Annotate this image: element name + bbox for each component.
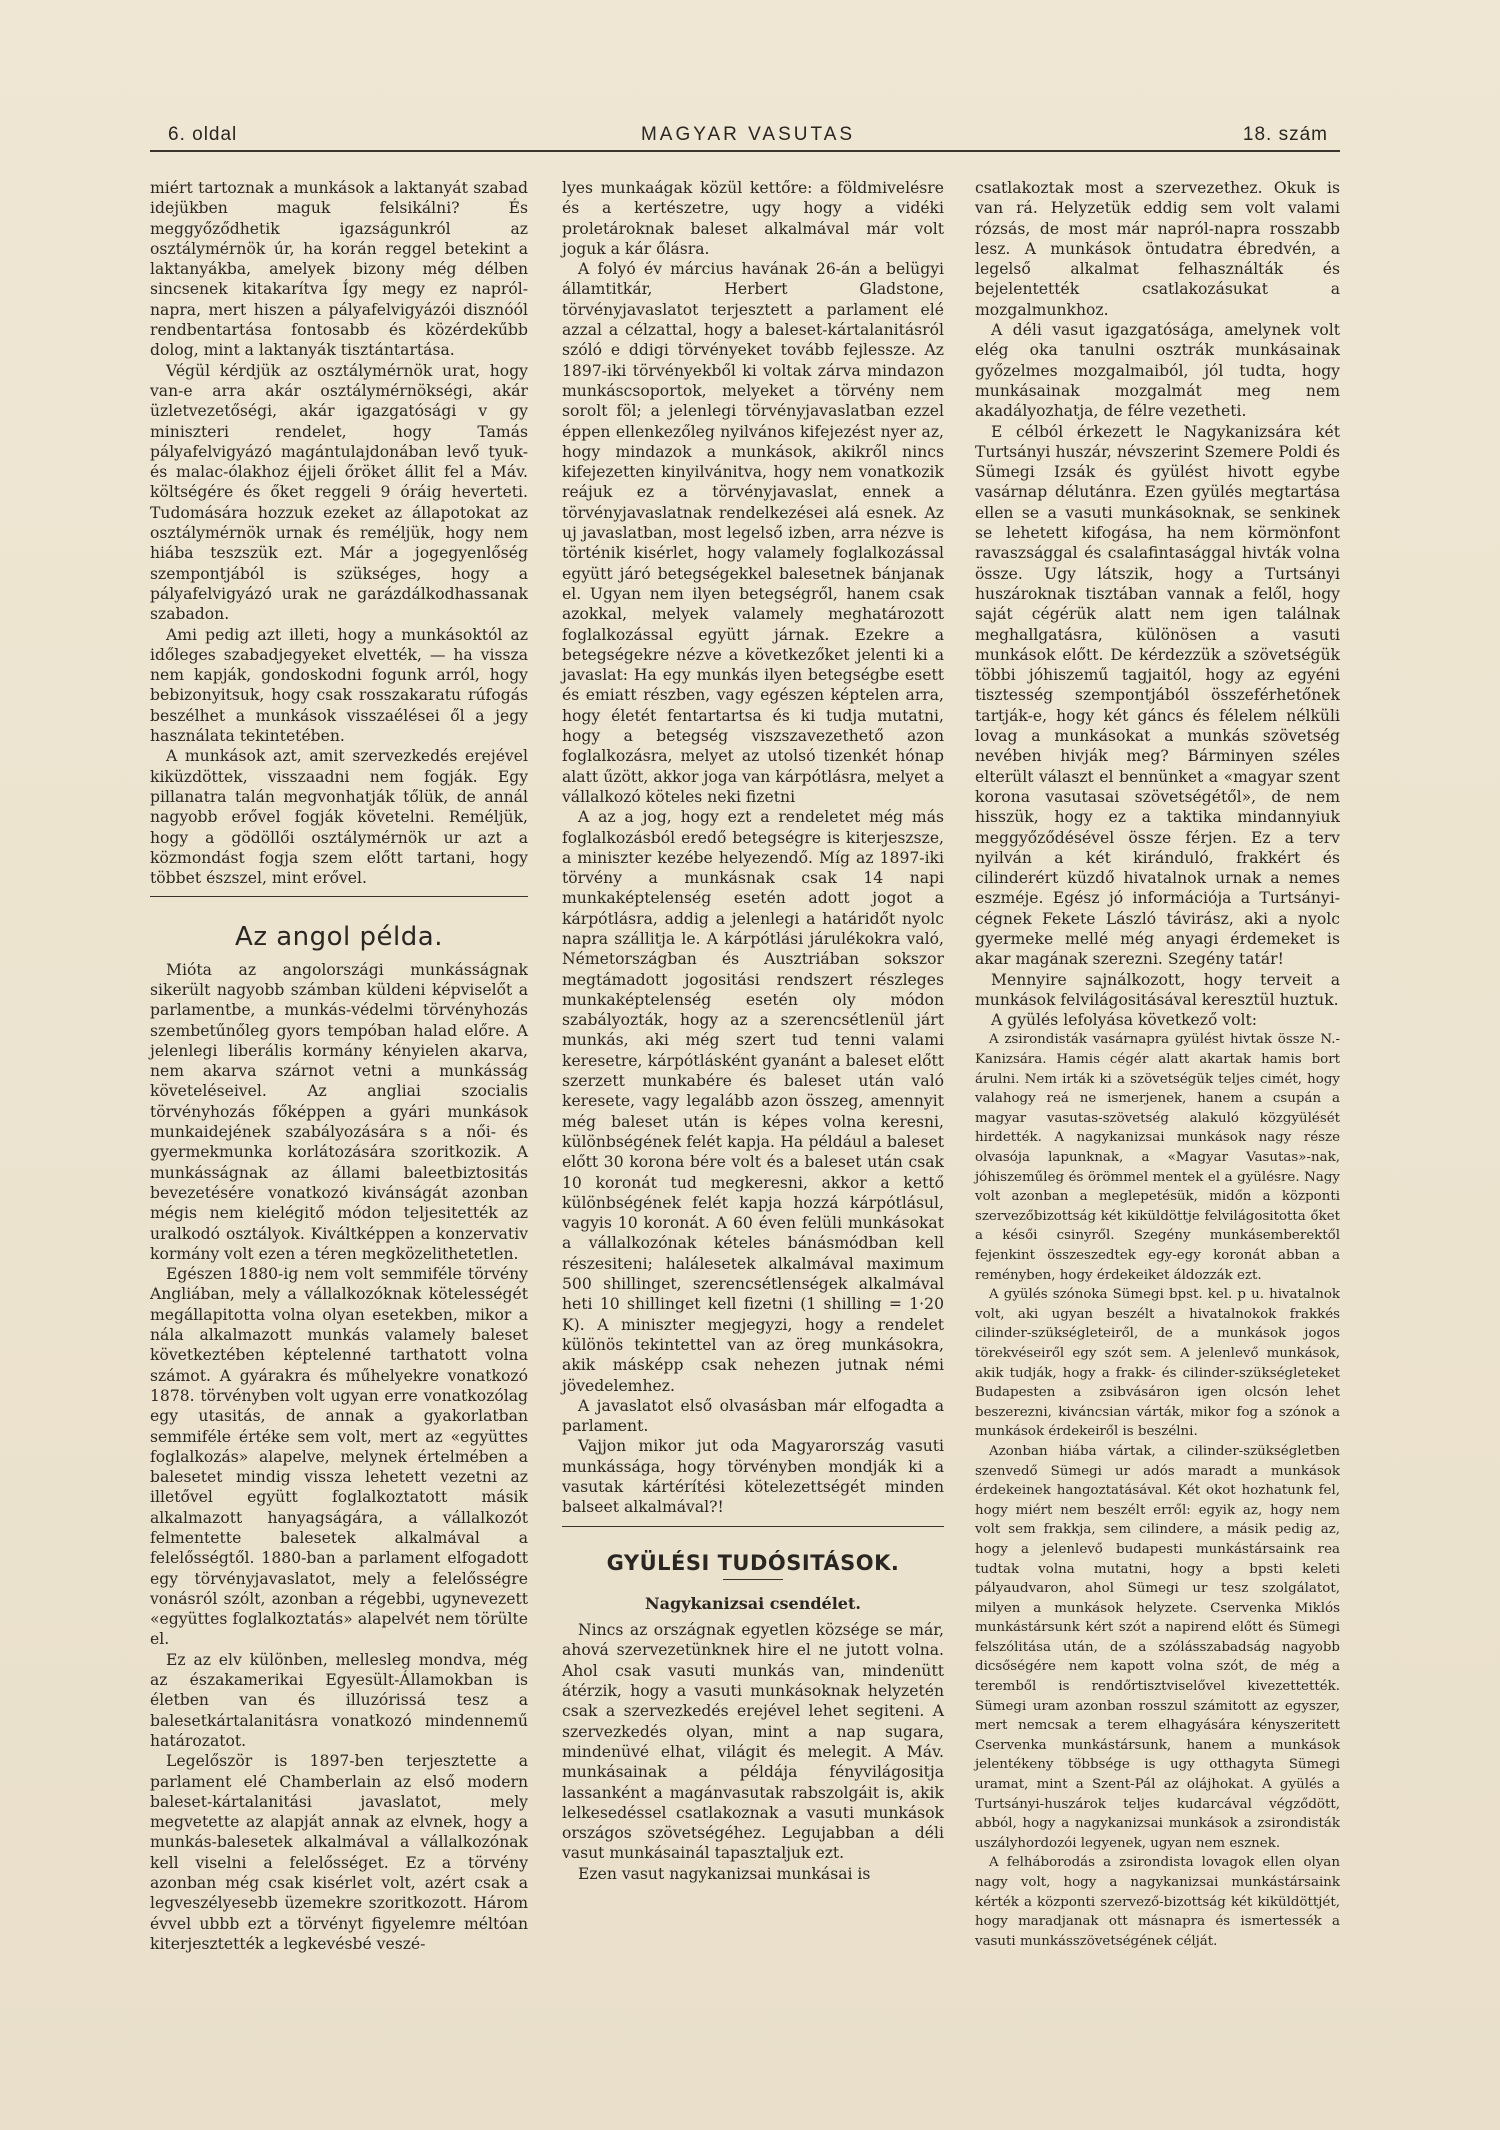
article-paragraph: Ezen vasut nagykanizsai munkásai is xyxy=(578,1864,871,1883)
article-paragraph: Vajjon mikor jut oda Magyarország vasuti munkássága, hogy törvényben mondják ki a vasutak kártérítési kötelezettségét minden balseet alkalmával?! xyxy=(562,1437,944,1517)
article-paragraph: A folyó év március havának 26-án a belügyi államtitkár, Herbert Gladstone, törvényjavaslatot terjesztett a parlament elé azzal a célzattal, hogy a baleset-kártalanitásról szóló e ddigi törvényeket tovább fejlessze. Az 1897-iki törvényekből ki voltak zárva mindazon munkáscsoportok, melyeket a törvény nem sorolt föl; a jelenlegi törvényjavaslatban ezzel éppen ellenkezőleg nyilvános kifejezést nyer az, hogy mindazok a munkások, akikről nincs kifejezetten kinyilvánitva, hogy nem vonatkozik reájuk ez a törvényjavaslat, ennek a törvényjavaslatnak rendelkezései alá esnek. Az uj javaslatban, most legelső izben, arra nézve is történik kisérlet, hogy valamely foglalkozással együtt járó betegségekkel balesetnek bánjanak el. Ugyan nem ilyen betegségről, hanem csak azokkal, melyek valamely meghatározott foglalkozással együtt járnak. Ezekre a betegségekre nézve a következőket jelenti ki a javaslat: Ha egy munkás ilyen betegségbe esett és emiatt részben, vagy egészen képtelen arra, hogy életét fentartartsa és ki tudja mutatni, hogy a betegség viszszavezethető azon foglalkozásra, melyet az utolsó tizenkét hónap alatt űzött, akkor joga van kárpótlásra, melyet a vállalkozó köteles neki fizetni xyxy=(562,260,944,806)
article-paragraph: Legelőször is 1897-ben terjesztette a parlament elé Chamberlain az első modern baleset-kártalanitási javaslatot, mely megvetette az alapját annak az elvnek, hogy a munkás-balesetek alkalmával a vállalkozónak kell viselni a felelősséget. Ez a törvény azonban még csak kisérlet volt, azért csak a legveszélyesebb üzemekre szoritkozott. Három évvel ubbb ezt a törvényt figyelemre méltóan kiterjesztették a legkevésbé veszé- xyxy=(150,1752,528,1953)
article-paragraph: Ami pedig azt illeti, hogy a munkásoktól az időleges szabadjegyeket elvették, — ha vissza nem kapják, gondoskodni fogunk arról, hogy bebizonyitsuk, hogy csak rosszakaratu rúfogás beszélhet a munkások visszaélései ől a jegy használata tekintetében. xyxy=(150,625,528,746)
short-divider xyxy=(723,1579,783,1580)
report-paragraph: A felháborodás a zsirondista lovagok ellen olyan nagy volt, hogy a nagykanizsai munkástársaink kérték a központi szervező-bizottság két kiküldöttjét, hogy maradjanak ott másnapra és ismertessék a vasuti munkásszövetségének célját. xyxy=(975,1855,1340,1949)
article-paragraph: Nincs az országnak egyetlen községe se már, ahová szervezetünknek hire el ne jutott volna. Ahol csak vasuti munkás van, mindenütt átérzik, hogy a vasuti munkásoknak helyzetén csak a szervezkedés erejével lehet segiteni. A szervezkedés olyan, mint a nap sugara, mindenüvé elhat, világit és melegit. A Máv. munkásainak a példája fényvilágositja lassanként a magánvasutak rabszolgáit is, akik lelkesedéssel csatlakoznak a vasuti munkások országos szövetségéhez. Legujabban a déli vasut munkásainál tapasztaljuk ezt. xyxy=(562,1621,944,1863)
article-paragraph: A gyülés lefolyása következő volt: xyxy=(991,1011,1258,1030)
column-1 xyxy=(150,178,528,1954)
article-paragraph: Mióta az angolországi munkásságnak sikerült nagyobb számban küldeni képviselőt a parlamentbe, a munkás-védelmi törvényhozás szembetűnőleg gyors tempóban halad előre. A jelenlegi liberális kormány kényielen akarva, nem akarva szárnot vetni a munkásság követeléseivel. Az angliai szocialis törvényhozás főképpen a gyári munkások munkaidejének szabályozására s a női- és gyermekmunka korlátozására szoritkozik. A munkásságnak az állami baleetbiztositás bevezetésére vonatkozó kivánságát azonban mégis nem kielégitő módon teljesitették az uralkodó osztályok. Kiváltképpen a konzervativ kormány volt ezen a téren megközelithetetlen. xyxy=(150,960,528,1263)
section-divider xyxy=(562,1526,944,1527)
article-subtitle: Nagykanizsai csendélet. xyxy=(645,1593,861,1613)
report-paragraph: A zsirondisták vasárnapra gyülést hivtak össze N.-Kanizsára. Hamis cégér alatt akartak hamis bort árulni. Nem irták ki a szövetségük teljes cimét, hogy valahogy reá ne ismerjenek, hanem a csupán a magyar vasutas-szövetség alakuló közgyülését hirdették. A nagykanizsai munkások nagy része olvasója lapunknak, a «Magyar Vasutas»-nak, jóhiszeműleg és örömmel mentek el a gyülésre. Nagy volt azonban a meglepetésük, midőn a központi szervezőbizottság két kiküldöttje felvilágositotta őket a késői csinyről. Szegény munkásemberektől fejenkint összeszedtek egy-egy koronát abban a reményben, hogy érdekeiket áldozzák ezt. xyxy=(975,1032,1340,1283)
article-paragraph: csatlakoztak most a szervezethez. Okuk is van rá. Helyzetük eddig sem volt valami rózsás, de most már napról-napra rosszabb lesz. A munkások öntudatra ébredvén, a legelső alkalmat felhasználták és bejelentették csatlakozásukat a mozgalmunkhoz. xyxy=(975,179,1340,319)
article-title: Az angol példa. xyxy=(235,922,443,953)
article-paragraph: Mennyire sajnálkozott, hogy terveit a munkások felvilágositásával keresztül huztuk. xyxy=(975,970,1340,1009)
journal-title: MAGYAR VASUTAS xyxy=(640,124,856,145)
report-paragraph: A gyülés szónoka Sümegi bpst. kel. p u. hivatalnok volt, aki ugyan beszélt a hivatalnokok frakkés cilinder-szükségleteiről, de a munkások jogos törekvéseiről egy szót sem. A jelenlevő munkások, akik tudják, hogy a frakk- és cilinder-szükségleteket Budapesten a zsibvásáron igen olcsón lehet beszerezni, kiváncsian várták, mikor fog a szónok a munkások érdekeiről is beszélni. xyxy=(975,1287,1340,1440)
header-rule xyxy=(150,150,1340,152)
page-number: 6. oldal xyxy=(168,124,238,145)
article-paragraph: lyes munkaágak közül kettőre: a földmivelésre és a kertészetre, ugy hogy a vidéki proletároknak baleset alkalmával már volt joguk a kár őlásra. xyxy=(562,179,944,258)
section-divider xyxy=(150,896,528,897)
column-3 xyxy=(975,178,1340,1951)
report-small-print xyxy=(975,1030,1340,1951)
report-paragraph: Azonban hiába vártak, a cilinder-szükségletben szenvedő Sümegi ur adós maradt a munkások érdekeinek hangoztatásával. Két okot hozhatunk fel, hogy miért nem beszélt erről: egyik az, hogy nem volt sem frakkja, sem cilindere, a másik pedig az, hogy a jelenlevő budapesti munkástársaink rea tudtak volna mutatni, hogy a bpsti keleti pályaudvaron, ahol Sümegi ur tesz szolgálatot, milyen a munkások helyzete. Cservenka Miklós munkástársunk kért szót a napirend előtt és Sümegi felszólitása után, de a szólásszabadság nagyobb dicsőségére nem kapott volna szót, de még a teremből is rendőrtisztviselővel kivezettették. Sümegi uram azonban rosszul számitott az egyszer, mert nemcsak a terem elhagyására kényszeritett Cservenka munkástársunk, hanem a munkások jelentékeny többsége is ugy otthagyta Sümegi uramat, mint a Szent-Pál az olájhokat. A gyülés a Turtsányi-huszárok teljes kudarcával végződött, abból, hogy a nagykanizsai munkások a zsirondisták uszályhordozói legyenek, ugyan nem esznek. xyxy=(975,1443,1340,1851)
article-paragraph: E célból érkezett le Nagykanizsára két Turtsányi huszár, névszerint Szemere Poldi és Sümegi Izsák és gyülést hivott egybe vasárnap délutánra. Ezen gyülés megtartása ellen se a vasuti munkásoknak, se senkinek se lehetett kifogása, ha nem körmönfont ravaszsággal és csalafintasággal hivták volna össze. Ugy látszik, hogy a Turtsányi huszároknak tisztában vannak a felől, hogy saját cégérük alatt nem igen találnak meghallgatásra, különösen a vasuti munkások előtt. De kérdezzük a szövetségük többi jóhiszemű tagjaitól, hogy az egyéni tisztesség szempontjából összeférhetőnek tartják-e, hogy két gáncs és félelem nélküli lovag a munkásokat a munkás szövetség nevében hivják meg? Bárminyen széles elterült választ el bennünket a «magyar szent korona vasutasai szövetségétől», de nem hisszük, hogy ez a taktika mindannyiuk meggyőződésével össze férjen. Ez a terv nyilván a két kiránduló, frakkért és cilinderért küzdő hivatalnok urnak a nemes eszméje. Egész jó információja a Turtsányi-cégnek Fekete László távirász, aki a nyolc gyermeke mellé még anyagi érdemeket is akar magának szerezni. Szegény tatár! xyxy=(975,422,1340,969)
article-paragraph: A az a jog, hogy ezt a rendeletet még más foglalkozásból eredő betegségre is kiterjeszsze, a miniszter kezébe helyezendő. Míg az 1897-iki törvény a munkásnak csak 14 napi munkaképtelenség esetén adott jogot a kárpótlásra, addig a jelenlegi a határidőt nyolc napra szállitja le. A kárpótlási járulékokra való, Németországban és Ausztriában sokszor megtámadott jogositási rendszert részleges munkaképtelenség esetén oly módon szabályozták, hogy az a szerencsétlenül járt munkás, aki még szert tud tenni valami keresetre, kárpótlásként gyanánt a baleset előtt szerzett munkabére és baleset után való keresete, vagy legalább azon összeg, amennyit még baleset után is képes volna keresni, különbségének felét kapja. Ha például a baleset előtt 30 korona bére volt és a baleset után csak 10 koronát tud megkeresni, akkor a kettő különbségének felét kapja hozzá kárpótlásul, vagyis 10 koronát. A 60 éven felüli munkásokat a vállalkozónak kételes bánásmódban kell részesiteni; halálesetek alkalmával maximum 500 shillinget, szerencsétlenségek alkalmával heti 10 shillinget kell fizetni (1 shilling = 1·20 K). A miniszter megjegyzi, hogy a rendelet különös tekintettel van az öreg munkásokra, akik másképp csak nehezen jutnak némi jövedelemhez. xyxy=(562,808,944,1395)
article-paragraph: A javaslatot első olvasásban már elfogadta a parlament. xyxy=(562,1396,944,1436)
article-paragraph: Egészen 1880-ig nem volt semmiféle törvény Angliában, mely a vállalkozóknak kötelességét megállapitotta volna olyan esetekben, mikor a nála alkalmazott munkás valamely baleset következtében képtelenné tarthatott volna számot. A gyárakra és műhelyekre vonatkozó 1878. törvényben volt ugyan erre vonatkozólag egy utasitás, de annak a gyakorlatban semmiféle értéke sem volt, mert az «együttes foglalkozás» alapelve, melynek értelmében a balesetet mindig vissza lehetett vezetni az illetővel együtt foglalkoztatott másik alkalmazott hanyagságára, a vállalkozót felmentette balesetek alkalmával a felelősségtől. 1880-ban a parlament elfogadott egy törvényjavaslatot, mely a felelősségre vonásról szólt, azonban a régebbi, ugynevezett «együttes foglalkoztatás» alapelvét nem törülte el. xyxy=(150,1265,528,1649)
article-paragraph: Végül kérdjük az osztálymérnök urat, hogy van-e arra akár osztálymérnökségi, akár üzletvezetőségi, akár igazgatósági v gy miniszteri rendelet, hogy Tamás pályafelvigyázó magántulajdonában levő tyuk- és malac-ólakhoz éjjeli őröket állit fel a Máv. költségére és őket reggeli 9 óráig heverteti. Tudomására hozzuk ezeket az állapotokat az osztálymérnök urnak és reméljük, hogy nem hiába teszszük ezt. Már a jogegyenlőség szempontjából is szükséges, hogy a pályafelvigyázó urak ne garázdálkodhassanak szabadon. xyxy=(150,361,528,624)
section-title: GYÜLÉSI TUDÓSITÁSOK. xyxy=(606,1550,900,1575)
article-paragraph: A munkások azt, amit szervezkedés erejével kiküzdöttek, visszaadni nem fogják. Egy pillanatra talán megvonhatják tőlük, de annál nagyobb erővel fogják követelni. Reméljük, hogy a gödöllői osztálymérnök ur azt a közmondást fogja szem előtt tartani, hogy többet észszel, mint erővel. xyxy=(150,747,528,888)
column-2 xyxy=(562,178,944,1884)
article-paragraph: miért tartoznak a munkások a laktanyát szabad idejükben maguk felsikálni? És meggyőződhetik igazságunkról az osztálymérnök úr, ha korán reggel betekint a laktanyákba, amelyek bizony még délben sincsenek kitakarítva Így megy ez napról-napra, mert hiszen a pályafelvigyázói disznóól rendbentartása fontosabb és közérdekűbb dolog, mint a laktanyák tisztántartása. xyxy=(150,179,528,360)
article-paragraph: A déli vasut igazgatósága, amelynek volt elég oka tanulni osztrák munkásainak győzelmes mozgalmaiból, jól tudta, hogy munkásainak mozgalmát meg nem akadályozhatja, de félre vezetheti. xyxy=(975,321,1340,421)
article-paragraph: Ez az elv különben, mellesleg mondva, még az északamerikai Egyesült-Államokban is életben van és illuzórissá tesz a balesetkártalanitásra vonatkozó mindennemű határozatot. xyxy=(150,1650,528,1750)
issue-number: 18. szám xyxy=(1242,124,1328,145)
